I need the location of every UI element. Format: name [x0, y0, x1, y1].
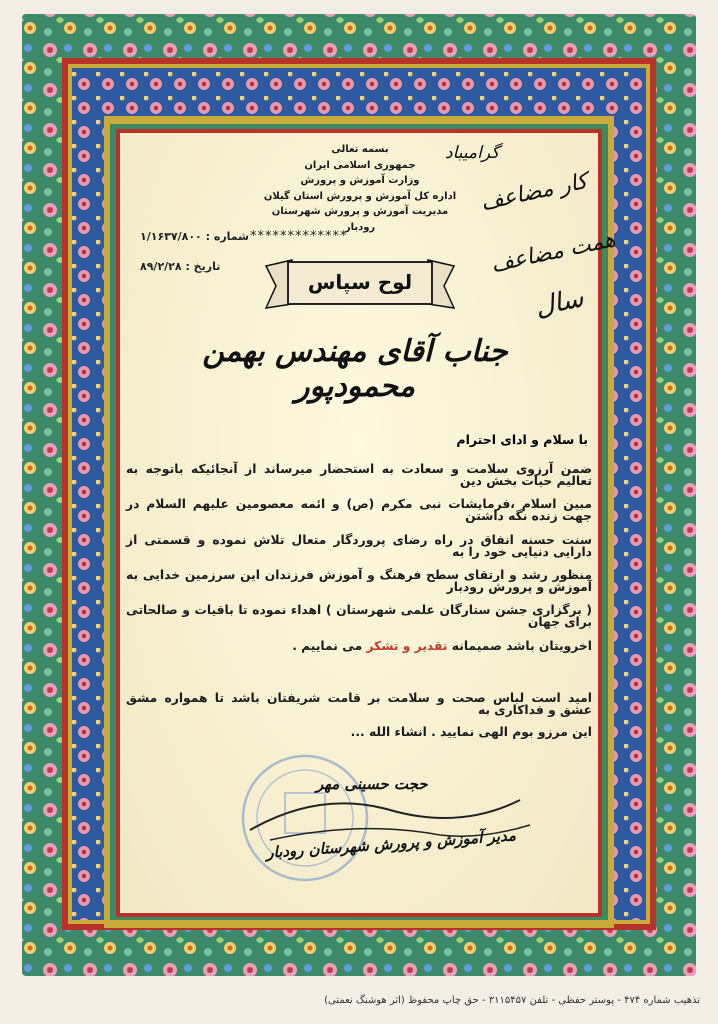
body-line-6 — [126, 640, 592, 652]
header-line: بسمه تعالی — [331, 144, 389, 155]
body-line: مبین اسلام ،فرمایشات نبی مکرم (ص) و ائمه معصومین علیهم السلام در جهت زنده نگه داشتن — [126, 497, 592, 524]
document-number — [140, 230, 249, 243]
handwritten-motto-4: سال — [532, 283, 587, 323]
document-date — [140, 260, 220, 273]
date-label: تاریخ : — [185, 260, 221, 273]
body-line-start: اخرویتان باشد صمیمانه — [451, 639, 592, 653]
body-line: امید است لباس صحت و سلامت بر قامت شریفتان باشد تا همواره مشق عشق و فداکاری به — [126, 691, 592, 718]
body-line: این مرزو بوم الهی نمایید . انشاء الله ... — [350, 725, 592, 739]
signer-name: حجت حسینی مهر — [316, 775, 428, 793]
date-value: ۸۹/۲/۲۸ — [140, 260, 182, 273]
body-line: منظور رشد و ارتقای سطح فرهنگ و آموزش فرزندان این سرزمین خدایی به آموزش و پرورش رودبار — [126, 568, 592, 595]
print-footer: تذهیب شماره ۴۷۴ - پوستر حفظی - تلفن ۳۱۱۵۴۵۷ - حق چاپ محفوظ (اثر هوشنگ نعمتی) — [324, 995, 700, 1006]
signer-title: مدیر آموزش و پرورش شهرستان رودبار — [265, 826, 517, 862]
header-line: وزارت آموزش و پرورش — [300, 175, 420, 186]
certificate-title: لوح سپاس — [307, 270, 413, 294]
number-label: شماره : — [205, 230, 249, 243]
recipient-name: جناب آقای مهندس بهمن محمودپور — [202, 334, 508, 404]
body-line: ضمن آرزوی سلامت و سعادت به استحضار میرساند از آنجائیکه باتوجه به تعالیم حیات بخش دین — [126, 462, 592, 489]
number-value: ۱/۱۶۳۷/۸۰۰ — [140, 230, 202, 243]
thanks-highlight: تقدیر و تشکر — [366, 639, 448, 653]
header-line: اداره کل آموزش و پرورش استان گیلان — [263, 190, 457, 202]
handwritten-motto-1: گرامیباد — [445, 143, 500, 163]
header-line: جمهوری اسلامی ایران — [304, 159, 416, 171]
stars-row: ************* — [250, 229, 348, 244]
body-line-end: می نماییم . — [292, 639, 363, 653]
body-line: سنت حسنه انفاق در راه رضای پروردگار متعال تلاش نموده و قسمتی از دارایی دنیایی خود را به — [126, 533, 592, 560]
handwritten-motto-2: کار مضاعف — [478, 169, 590, 216]
greeting: با سلام و ادای احترام — [456, 432, 588, 447]
handwritten-motto-3: همت مضاعف — [488, 227, 618, 278]
body-line: ( برگزاری جشن ستارگان علمی شهرستان ) اهداء نموده تا باقیات و صالحاتی برای جهان — [126, 603, 592, 630]
header-line: مدیریت آموزش و پرورش شهرستان رودبار — [271, 206, 449, 233]
issuer-header — [260, 142, 460, 235]
